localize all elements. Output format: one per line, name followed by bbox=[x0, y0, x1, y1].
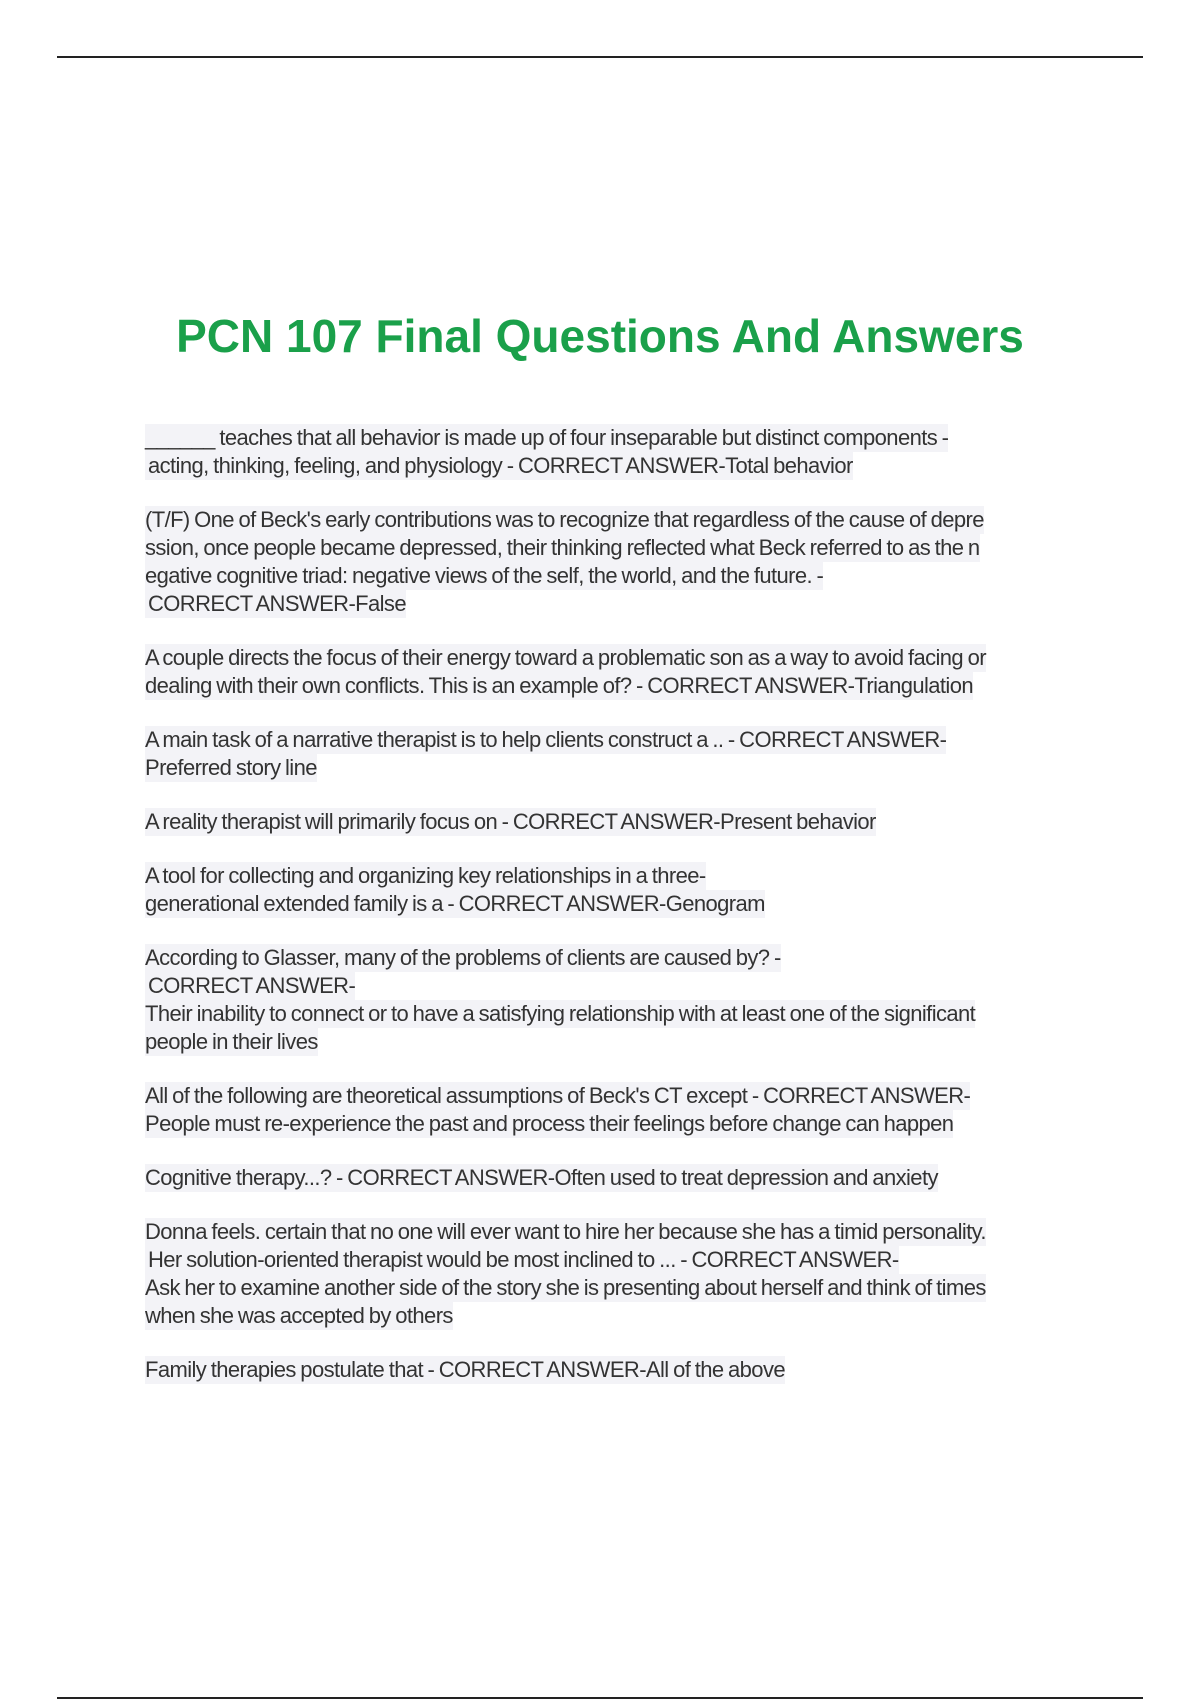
qa-line: CORRECT ANSWER-False bbox=[145, 590, 406, 618]
qa-line: CORRECT ANSWER- bbox=[145, 972, 355, 1000]
qa-line: A couple directs the focus of their energy toward a problematic son as a way to avoid facing or bbox=[145, 645, 986, 670]
qa-item bbox=[145, 808, 1090, 836]
qa-item bbox=[145, 726, 1090, 782]
top-rule bbox=[57, 56, 1143, 58]
qa-line: (T/F) One of Beck's early contributions was to recognize that regardless of the cause of depre bbox=[145, 507, 984, 532]
qa-line: According to Glasser, many of the problems of clients are caused by? - bbox=[145, 945, 781, 970]
qa-list bbox=[145, 424, 1090, 1410]
qa-line: A main task of a narrative therapist is to help clients construct a .. - CORRECT ANSWER- bbox=[145, 727, 947, 752]
qa-line: A tool for collecting and organizing key relationships in a three- bbox=[145, 863, 706, 888]
qa-line: Cognitive therapy...? - CORRECT ANSWER-Often used to treat depression and anxiety bbox=[145, 1165, 938, 1190]
qa-line: People must re-experience the past and process their feelings before change can happen bbox=[145, 1111, 954, 1136]
qa-item bbox=[145, 1082, 1090, 1138]
qa-line: Donna feels. certain that no one will ever want to hire her because she has a timid personality. bbox=[145, 1219, 986, 1244]
qa-line: Her solution-oriented therapist would be most inclined to ... - CORRECT ANSWER- bbox=[145, 1246, 899, 1274]
qa-line: All of the following are theoretical assumptions of Beck's CT except - CORRECT ANSWER- bbox=[145, 1083, 971, 1108]
qa-line: Family therapies postulate that - CORRECT ANSWER-All of the above bbox=[145, 1357, 785, 1382]
qa-line: acting, thinking, feeling, and physiology - CORRECT ANSWER-Total behavior bbox=[145, 452, 853, 480]
qa-item bbox=[145, 1164, 1090, 1192]
page-title: PCN 107 Final Questions And Answers bbox=[176, 310, 1024, 362]
qa-line: Ask her to examine another side of the story she is presenting about herself and think of times bbox=[145, 1275, 986, 1300]
qa-line: people in their lives bbox=[145, 1029, 318, 1054]
qa-line: ______ teaches that all behavior is made up of four inseparable but distinct components - bbox=[145, 425, 949, 450]
qa-line: dealing with their own conflicts. This is an example of? - CORRECT ANSWER-Triangulation bbox=[145, 673, 973, 698]
qa-line: when she was accepted by others bbox=[145, 1303, 453, 1328]
qa-line: generational extended family is a - CORRECT ANSWER-Genogram bbox=[145, 891, 765, 916]
qa-item bbox=[145, 1356, 1090, 1384]
qa-item bbox=[145, 644, 1090, 700]
qa-item bbox=[145, 1218, 1090, 1330]
qa-item bbox=[145, 944, 1090, 1056]
qa-line: Their inability to connect or to have a satisfying relationship with at least one of the significant bbox=[145, 1001, 976, 1026]
qa-line: egative cognitive triad: negative views of the self, the world, and the future. - bbox=[145, 563, 824, 588]
qa-item bbox=[145, 506, 1090, 618]
qa-line: ssion, once people became depressed, their thinking reflected what Beck referred to as the n bbox=[145, 535, 980, 560]
qa-line: Preferred story line bbox=[145, 755, 317, 780]
bottom-rule bbox=[57, 1697, 1143, 1699]
qa-item bbox=[145, 424, 1090, 480]
qa-line: A reality therapist will primarily focus on - CORRECT ANSWER-Present behavior bbox=[145, 809, 876, 834]
qa-item bbox=[145, 862, 1090, 918]
